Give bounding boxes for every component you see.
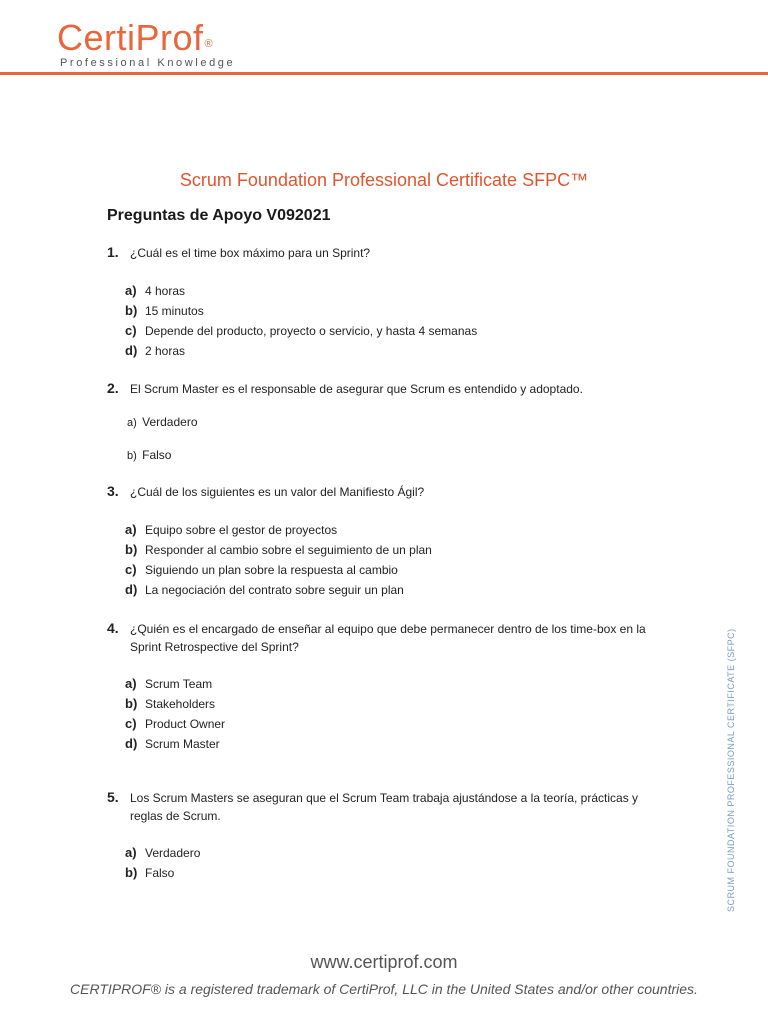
option-item xyxy=(125,322,477,340)
header-divider xyxy=(0,72,768,75)
option-text: Falso xyxy=(145,866,175,880)
question-5 xyxy=(107,789,667,825)
document-subtitle: Preguntas de Apoyo V092021 xyxy=(107,207,331,224)
option-item xyxy=(125,581,404,599)
option-item xyxy=(125,844,200,862)
option-item xyxy=(125,541,432,559)
logo-tagline: Professional Knowledge xyxy=(60,57,236,69)
option-item xyxy=(125,302,204,320)
side-margin-text: SCRUM FOUNDATION PROFESSIONAL CERTIFICATE (SFPC) xyxy=(726,628,736,912)
option-item xyxy=(125,715,225,733)
option-text: Equipo sobre el gestor de proyectos xyxy=(145,523,338,537)
option-letter: b) xyxy=(125,303,138,318)
option-item xyxy=(127,413,198,432)
option-letter: c) xyxy=(125,716,137,731)
option-letter: a) xyxy=(125,522,137,537)
option-letter: c) xyxy=(125,562,137,577)
option-item xyxy=(125,864,174,882)
question-text: El Scrum Master es el responsable de asegurar que Scrum es entendido y adoptado. xyxy=(130,382,583,396)
option-letter: b) xyxy=(127,450,137,462)
option-text: Responder al cambio sobre el seguimiento de un plan xyxy=(145,543,432,557)
option-letter: c) xyxy=(125,323,137,338)
option-text: 4 horas xyxy=(145,284,186,298)
question-number: 2. xyxy=(107,380,119,396)
option-text: 15 minutos xyxy=(145,304,204,318)
option-letter: a) xyxy=(125,283,137,298)
question-number: 4. xyxy=(107,620,119,636)
page-header xyxy=(0,0,768,80)
option-item xyxy=(125,521,337,539)
option-text: Scrum Master xyxy=(145,737,220,751)
option-item xyxy=(125,561,398,579)
option-item xyxy=(125,695,215,713)
option-item xyxy=(125,675,212,693)
option-letter: a) xyxy=(125,845,137,860)
footer-trademark: CERTIPROF® is a registered trademark of CertiProf, LLC in the United States and/or other countries. xyxy=(70,981,698,997)
document-title: Scrum Foundation Professional Certificate SFPC™ xyxy=(179,170,589,190)
option-letter: a) xyxy=(127,417,137,429)
option-item xyxy=(125,342,185,360)
option-text: Depende del producto, proyecto o servicio, y hasta 4 semanas xyxy=(145,324,478,338)
question-number: 5. xyxy=(107,789,119,805)
question-number: 3. xyxy=(107,483,119,499)
logo-text: CertiProf xyxy=(57,17,204,58)
option-text: Product Owner xyxy=(145,717,226,731)
option-letter: d) xyxy=(125,736,138,751)
question-2 xyxy=(107,380,667,398)
question-text: ¿Cuál de los siguientes es un valor del Manifiesto Ágil? xyxy=(130,485,425,499)
footer-url[interactable]: www.certiprof.com xyxy=(310,952,458,972)
option-letter: d) xyxy=(125,343,138,358)
option-item xyxy=(125,282,185,300)
option-letter: d) xyxy=(125,582,138,597)
option-item xyxy=(127,446,171,465)
option-text: Scrum Team xyxy=(145,677,213,691)
question-1 xyxy=(107,244,667,262)
question-text: ¿Cuál es el time box máximo para un Sprint? xyxy=(130,246,371,260)
certiprof-logo xyxy=(57,18,213,58)
question-4 xyxy=(107,620,667,656)
question-text: Los Scrum Masters se aseguran que el Scrum Team trabaja ajustándose a la teoría, prácticas y reglas de Scrum. xyxy=(130,791,639,823)
option-text: Siguiendo un plan sobre la respuesta al cambio xyxy=(145,563,398,577)
option-text: 2 horas xyxy=(145,344,186,358)
option-letter: b) xyxy=(125,542,138,557)
option-text: Verdadero xyxy=(145,846,201,860)
option-text: Stakeholders xyxy=(145,697,216,711)
option-item xyxy=(125,735,220,753)
question-3 xyxy=(107,483,667,501)
question-number: 1. xyxy=(107,244,119,260)
logo-registered-mark: ® xyxy=(204,38,214,50)
option-letter: b) xyxy=(125,865,138,880)
question-text: ¿Quién es el encargado de enseñar al equipo que debe permanecer dentro de los time-box en la Sprint Retrospective del Sprint? xyxy=(130,622,646,654)
option-letter: b) xyxy=(125,696,138,711)
option-text: Falso xyxy=(142,448,172,462)
option-letter: a) xyxy=(125,676,137,691)
option-text: La negociación del contrato sobre seguir un plan xyxy=(145,583,404,597)
option-text: Verdadero xyxy=(142,415,198,429)
